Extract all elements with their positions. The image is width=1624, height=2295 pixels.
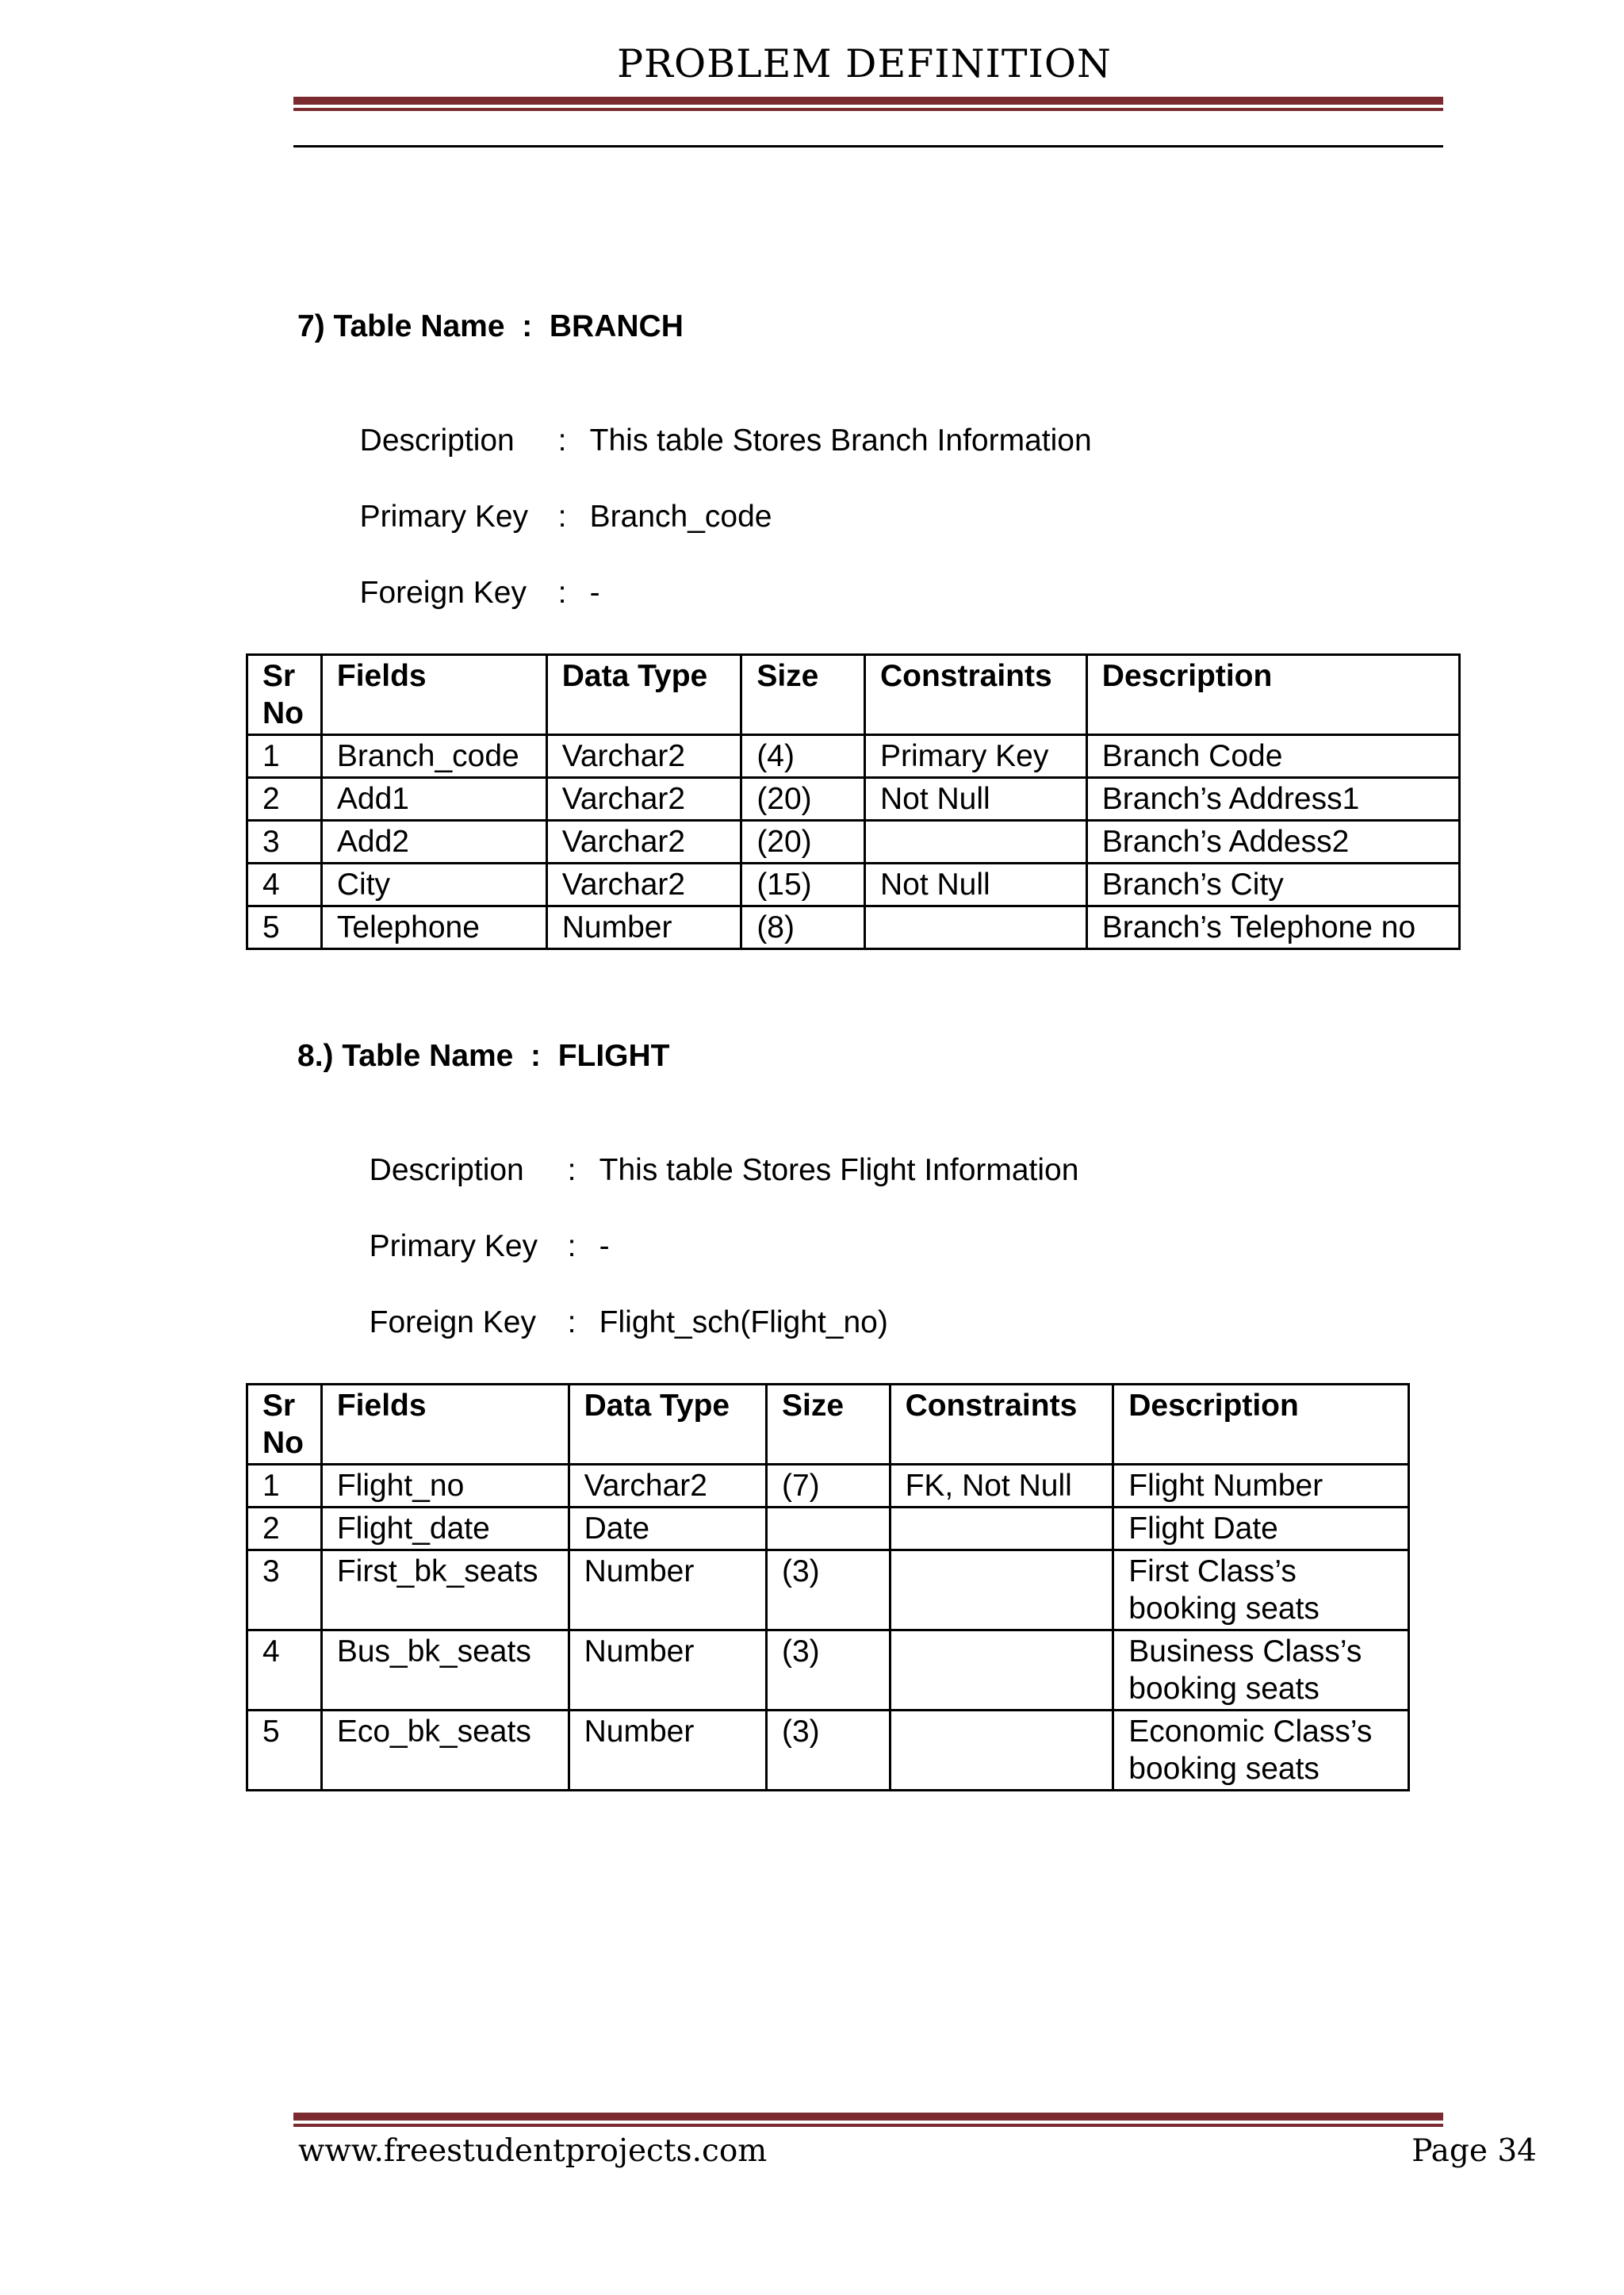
flight-description-label: Description xyxy=(369,1153,524,1187)
table-cell: 2 xyxy=(247,778,322,821)
table-cell: Number xyxy=(569,1550,766,1630)
branch-table-header-row xyxy=(247,655,1460,735)
table-cell xyxy=(890,1550,1113,1630)
flight-primary-key-value: - xyxy=(599,1229,610,1263)
table-row xyxy=(247,864,1460,906)
table-cell: Varchar2 xyxy=(569,1465,766,1508)
flight-foreign-key-row: Foreign Key : Flight_sch(Flight_no) xyxy=(369,1305,888,1339)
branch-description-row: Description : This table Stores Branch Information xyxy=(359,423,1092,458)
footer-page-number: Page 34 xyxy=(1411,2133,1537,2169)
table-cell: Add2 xyxy=(321,821,546,864)
table-cell: 3 xyxy=(247,821,322,864)
table-cell: (7) xyxy=(767,1465,891,1508)
table-cell: Flight_date xyxy=(321,1508,569,1550)
table-cell: Eco_bk_seats xyxy=(321,1711,569,1791)
footer-rule-thin xyxy=(293,2124,1443,2127)
table-cell xyxy=(890,1630,1113,1711)
header-rule-black xyxy=(293,145,1443,148)
footer-rule-thick xyxy=(293,2113,1443,2121)
table-row xyxy=(247,906,1460,949)
table-row xyxy=(247,1630,1409,1711)
table-cell: First Class’s booking seats xyxy=(1113,1550,1409,1630)
column-header: Fields xyxy=(321,655,546,735)
table-cell: (3) xyxy=(767,1630,891,1711)
flight-primary-key-label: Primary Key xyxy=(369,1229,538,1263)
table-cell: (4) xyxy=(741,735,865,778)
flight-foreign-key-value: Flight_sch(Flight_no) xyxy=(599,1305,888,1339)
table-cell: 5 xyxy=(247,1711,322,1791)
table-cell: Flight Date xyxy=(1113,1508,1409,1550)
branch-description-label: Description xyxy=(359,423,515,458)
table-cell: Varchar2 xyxy=(546,735,741,778)
column-header: Data Type xyxy=(546,655,741,735)
table-row xyxy=(247,735,1460,778)
table-cell: Number xyxy=(569,1630,766,1711)
table-cell: Branch’s Telephone no xyxy=(1086,906,1459,949)
table-cell: (3) xyxy=(767,1711,891,1791)
column-header: Size xyxy=(741,655,865,735)
table-cell: Economic Class’s booking seats xyxy=(1113,1711,1409,1791)
table-row xyxy=(247,1711,1409,1791)
table-cell: 2 xyxy=(247,1508,322,1550)
table-cell: City xyxy=(321,864,546,906)
table-cell: Primary Key xyxy=(864,735,1086,778)
table-cell: Flight_no xyxy=(321,1465,569,1508)
table-cell xyxy=(864,821,1086,864)
table-cell xyxy=(890,1711,1113,1791)
header-rule-thin xyxy=(293,108,1443,111)
table-cell: Date xyxy=(569,1508,766,1550)
branch-foreign-key-value: - xyxy=(589,576,600,610)
table-cell: Add1 xyxy=(321,778,546,821)
table-cell: 5 xyxy=(247,906,322,949)
table-cell: Varchar2 xyxy=(546,864,741,906)
table-cell: Business Class’s booking seats xyxy=(1113,1630,1409,1711)
table-cell: 4 xyxy=(247,1630,322,1711)
flight-primary-key-row: Primary Key : - xyxy=(369,1229,610,1263)
branch-foreign-key-row: Foreign Key : - xyxy=(359,576,600,610)
branch-description-value: This table Stores Branch Information xyxy=(589,423,1092,458)
column-header: Size xyxy=(767,1385,891,1465)
column-header: Constraints xyxy=(864,655,1086,735)
column-header: Sr No xyxy=(247,1385,322,1465)
branch-table-heading: 7) Table Name : BRANCH xyxy=(297,309,684,343)
flight-description-value: This table Stores Flight Information xyxy=(599,1153,1079,1187)
table-cell: (3) xyxy=(767,1550,891,1630)
branch-foreign-key-label: Foreign Key xyxy=(359,576,527,610)
table-cell xyxy=(767,1508,891,1550)
table-cell xyxy=(890,1508,1113,1550)
table-row xyxy=(247,1508,1409,1550)
table-row xyxy=(247,1465,1409,1508)
flight-table-header-row xyxy=(247,1385,1409,1465)
table-cell: Branch’s City xyxy=(1086,864,1459,906)
flight-table xyxy=(246,1383,1410,1791)
branch-primary-key-row: Primary Key : Branch_code xyxy=(359,500,772,534)
table-cell: Not Null xyxy=(864,864,1086,906)
table-cell: Branch_code xyxy=(321,735,546,778)
branch-primary-key-value: Branch_code xyxy=(589,500,772,534)
column-header: Constraints xyxy=(890,1385,1113,1465)
table-row xyxy=(247,778,1460,821)
table-row xyxy=(247,1550,1409,1630)
column-header: Data Type xyxy=(569,1385,766,1465)
column-header: Description xyxy=(1086,655,1459,735)
table-cell: Branch Code xyxy=(1086,735,1459,778)
table-cell: Telephone xyxy=(321,906,546,949)
table-cell: 1 xyxy=(247,735,322,778)
table-cell: Bus_bk_seats xyxy=(321,1630,569,1711)
column-header: Fields xyxy=(321,1385,569,1465)
table-cell: Varchar2 xyxy=(546,778,741,821)
table-cell: (20) xyxy=(741,778,865,821)
branch-table xyxy=(246,653,1461,950)
table-cell: Branch’s Address1 xyxy=(1086,778,1459,821)
column-header: Description xyxy=(1113,1385,1409,1465)
page-header-title: PROBLEM DEFINITION xyxy=(617,41,1112,86)
table-cell: 1 xyxy=(247,1465,322,1508)
table-cell: Not Null xyxy=(864,778,1086,821)
table-cell: First_bk_seats xyxy=(321,1550,569,1630)
table-cell: 4 xyxy=(247,864,322,906)
table-cell: Branch’s Addess2 xyxy=(1086,821,1459,864)
table-cell xyxy=(864,906,1086,949)
table-cell: Varchar2 xyxy=(546,821,741,864)
branch-primary-key-label: Primary Key xyxy=(359,500,529,534)
table-cell: Flight Number xyxy=(1113,1465,1409,1508)
table-cell: Number xyxy=(546,906,741,949)
column-header: Sr No xyxy=(247,655,322,735)
flight-table-heading: 8.) Table Name : FLIGHT xyxy=(297,1039,670,1073)
flight-foreign-key-label: Foreign Key xyxy=(369,1305,536,1339)
table-cell: (20) xyxy=(741,821,865,864)
header-rule-thick xyxy=(293,97,1443,105)
table-cell: 3 xyxy=(247,1550,322,1630)
table-cell: (8) xyxy=(741,906,865,949)
footer-website: www.freestudentprojects.com xyxy=(298,2133,768,2169)
table-cell: (15) xyxy=(741,864,865,906)
flight-description-row: Description : This table Stores Flight Information xyxy=(369,1153,1079,1187)
table-cell: FK, Not Null xyxy=(890,1465,1113,1508)
table-row xyxy=(247,821,1460,864)
table-cell: Number xyxy=(569,1711,766,1791)
